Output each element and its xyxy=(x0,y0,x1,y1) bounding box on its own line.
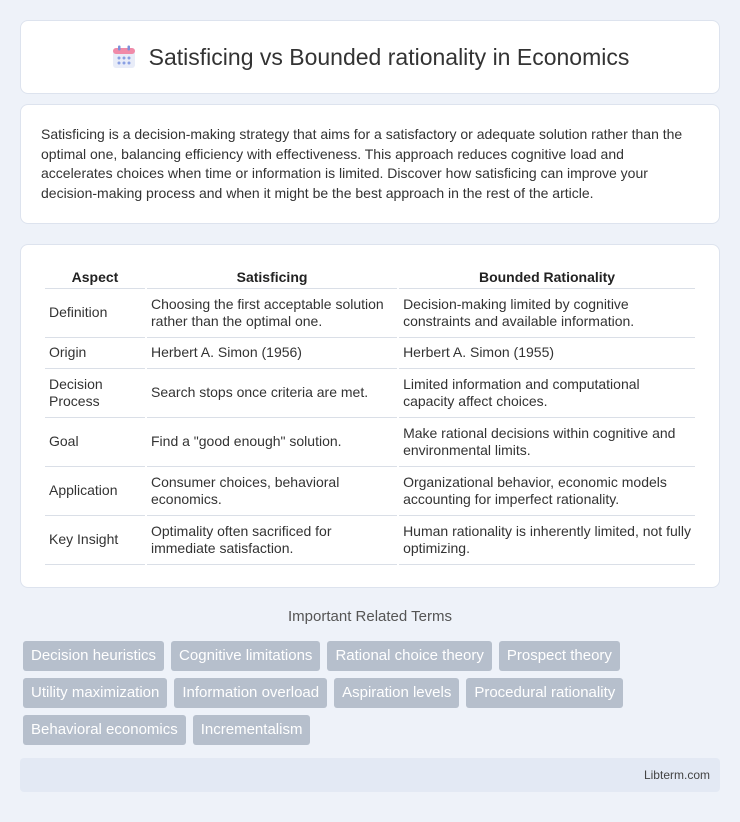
row-bounded: Human rationality is inherently limited, not fully optimizing. xyxy=(399,516,695,565)
row-satisficing: Choosing the first acceptable solution rather than the optimal one. xyxy=(147,289,397,338)
table-row xyxy=(45,516,695,565)
calendar-icon xyxy=(111,44,137,70)
row-satisficing: Find a "good enough" solution. xyxy=(147,418,397,467)
row-aspect: Definition xyxy=(45,289,145,338)
table-row xyxy=(45,418,695,467)
header-card xyxy=(20,20,720,94)
row-bounded: Make rational decisions within cognitive and environmental limits. xyxy=(399,418,695,467)
row-satisficing: Herbert A. Simon (1956) xyxy=(147,338,397,369)
tag-behavioral-economics[interactable]: Behavioral economics xyxy=(23,715,186,745)
tag-prospect-theory[interactable]: Prospect theory xyxy=(499,641,620,671)
row-satisficing: Search stops once criteria are met. xyxy=(147,369,397,418)
intro-card xyxy=(20,104,720,224)
row-bounded: Organizational behavior, economic models accounting for imperfect rationality. xyxy=(399,467,695,516)
comparison-table xyxy=(43,265,697,565)
row-aspect: Application xyxy=(45,467,145,516)
row-satisficing: Consumer choices, behavioral economics. xyxy=(147,467,397,516)
page-title: Satisficing vs Bounded rationality in Economics xyxy=(148,43,630,70)
row-aspect: Origin xyxy=(45,338,145,369)
footer xyxy=(20,758,720,792)
tag-cognitive-limitations[interactable]: Cognitive limitations xyxy=(171,641,320,671)
row-aspect: Decision Process xyxy=(45,369,145,418)
row-bounded: Herbert A. Simon (1955) xyxy=(399,338,695,369)
tag-information-overload[interactable]: Information overload xyxy=(174,678,327,708)
related-terms-title: Important Related Terms xyxy=(288,608,452,625)
table-row xyxy=(45,467,695,516)
tag-aspiration-levels[interactable]: Aspiration levels xyxy=(334,678,459,708)
row-aspect: Goal xyxy=(45,418,145,467)
header-aspect: Aspect xyxy=(45,265,145,289)
footer-brand[interactable]: Libterm.com xyxy=(643,768,710,782)
header-bounded-rationality: Bounded Rationality xyxy=(399,265,695,289)
comparison-card xyxy=(20,244,720,588)
table-row xyxy=(45,289,695,338)
tag-incrementalism[interactable]: Incrementalism xyxy=(193,715,311,745)
tag-decision-heuristics[interactable]: Decision heuristics xyxy=(23,641,164,671)
table-header-row xyxy=(45,265,695,289)
row-aspect: Key Insight xyxy=(45,516,145,565)
tag-procedural-rationality[interactable]: Procedural rationality xyxy=(466,678,623,708)
tag-utility-maximization[interactable]: Utility maximization xyxy=(23,678,167,708)
row-bounded: Limited information and computational capacity affect choices. xyxy=(399,369,695,418)
row-bounded: Decision-making limited by cognitive constraints and available information. xyxy=(399,289,695,338)
table-row xyxy=(45,338,695,369)
intro-text: Satisficing is a decision-making strategy that aims for a satisfactory or adequate solution rather than the optimal one, balancing efficiency with effectiveness. This approach reduces cognitive load and accelerates choices when time or information is limited. Discover how satisficing can improve your decision-making process and when it might be the best approach in the rest of the article. xyxy=(41,126,683,201)
row-satisficing: Optimality often sacrificed for immediate satisfaction. xyxy=(147,516,397,565)
header-satisficing: Satisficing xyxy=(147,265,397,289)
table-row xyxy=(45,369,695,418)
tag-rational-choice-theory[interactable]: Rational choice theory xyxy=(327,641,491,671)
related-terms-list xyxy=(23,641,723,745)
